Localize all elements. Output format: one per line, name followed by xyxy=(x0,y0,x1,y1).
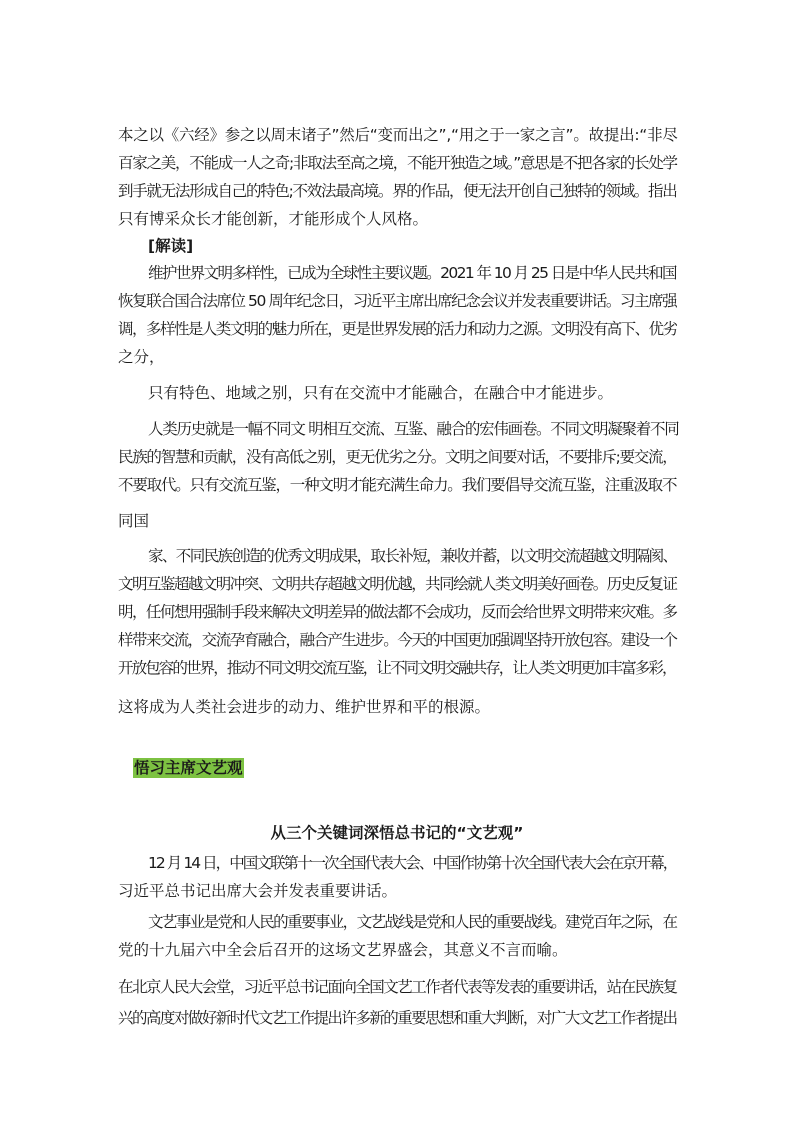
paragraph-line: 样带来交流，交流孕育融合，融合产生进步。今天的中国更加强调坚持开放包容。建设一个 xyxy=(118,631,677,649)
section-heading: [解读] xyxy=(148,237,194,255)
paragraph-line: 恢复联合国合法席位 50 周年纪念日，习近平主席出席纪念会议并发表重要讲话。习主席强 xyxy=(118,292,677,310)
paragraph-line: 家、不同民族创造的优秀文明成果，取长补短，兼收并蓄，以文明交流超越文明隔阂、 xyxy=(148,547,677,565)
paragraph-line: 在北京人民大会堂，习近平总书记面向全国文艺工作者代表等发表的重要讲话，站在民族复 xyxy=(118,978,677,996)
paragraph-line: 只有特色、地域之别，只有在交流中才能融合，在融合中才能进步。 xyxy=(148,384,614,402)
paragraph-line: 本之以《六经》参之以周末诸子”然后“变而出之”,“用之于一家之言”。故提出:“非尽 xyxy=(118,126,678,144)
paragraph-line: 习近平总书记出席大会并发表重要讲话。 xyxy=(118,882,398,900)
paragraph-line: 维护世界文明多样性，已成为全球性主要议题。2021 年 10 月 25 日是中华人民共和国 xyxy=(148,264,676,282)
paragraph-line: 之分， xyxy=(118,348,165,366)
paragraph-line: 只有博采众长才能创新，才能形成个人风格。 xyxy=(118,210,429,228)
paragraph-line: 调，多样性是人类文明的魅力所在，更是世界发展的活力和动力之源。文明没有高下、优劣 xyxy=(118,320,677,338)
section-label xyxy=(133,758,244,778)
paragraph-line: 文明互鉴超越文明冲突、文明共存超越文明优越，共同绘就人类文明美好画卷。历史反复证 xyxy=(118,575,677,593)
article-title: 从三个关键词深悟总书记的“文艺观” xyxy=(270,824,524,842)
paragraph-line: 不要取代。只有交流互鉴，一种文明才能充满生命力。我们要倡导交流互鉴，注重汲取不 xyxy=(118,476,677,494)
paragraph-line: 兴的高度对做好新时代文艺工作提出许多新的重要思想和重大判断，对广大文艺工作者提出 xyxy=(118,1009,677,1027)
paragraph-line: 这将成为人类社会进步的动力、维护世界和平的根源。 xyxy=(118,698,491,716)
paragraph-line: 12 月 14 日，中国文联第十一次全国代表大会、中国作协第十次全国代表大会在京开幕， xyxy=(148,854,677,872)
paragraph-line: 文艺事业是党和人民的重要事业，文艺战线是党和人民的重要战线。建党百年之际，在 xyxy=(148,913,677,931)
paragraph-line: 党的十九届六中全会后召开的这场文艺界盛会，其意义不言而喻。 xyxy=(118,941,568,959)
paragraph-line: 明，任何想用强制手段来解决文明差异的做法都不会成功，反而会给世界文明带来灾难。多 xyxy=(118,603,677,621)
paragraph-line: 百家之美，不能成一人之奇;非取法至高之境，不能开独造之域。”意思是不把各家的长处学 xyxy=(118,154,677,172)
paragraph-line: 人类历史就是一幅不同文 明相互交流、互鉴、融合的宏伟画卷。不同文明凝聚着不同 xyxy=(148,420,679,438)
paragraph-line: 民族的智慧和贡献，没有高低之别，更无优劣之分。文明之间要对话，不要排斥;要交流， xyxy=(118,448,677,466)
paragraph-line: 到手就无法形成自己的特色;不效法最高境。界的作品，便无法开创自己独特的领域。指出 xyxy=(118,182,677,200)
paragraph-line: 同国 xyxy=(118,512,150,530)
paragraph-line: 开放包容的世界，推动不同文明交流互鉴，让不同文明交融共存，让人类文明更加丰富多彩， xyxy=(118,659,676,677)
section-label-text: 悟习主席文艺观 xyxy=(134,759,243,777)
